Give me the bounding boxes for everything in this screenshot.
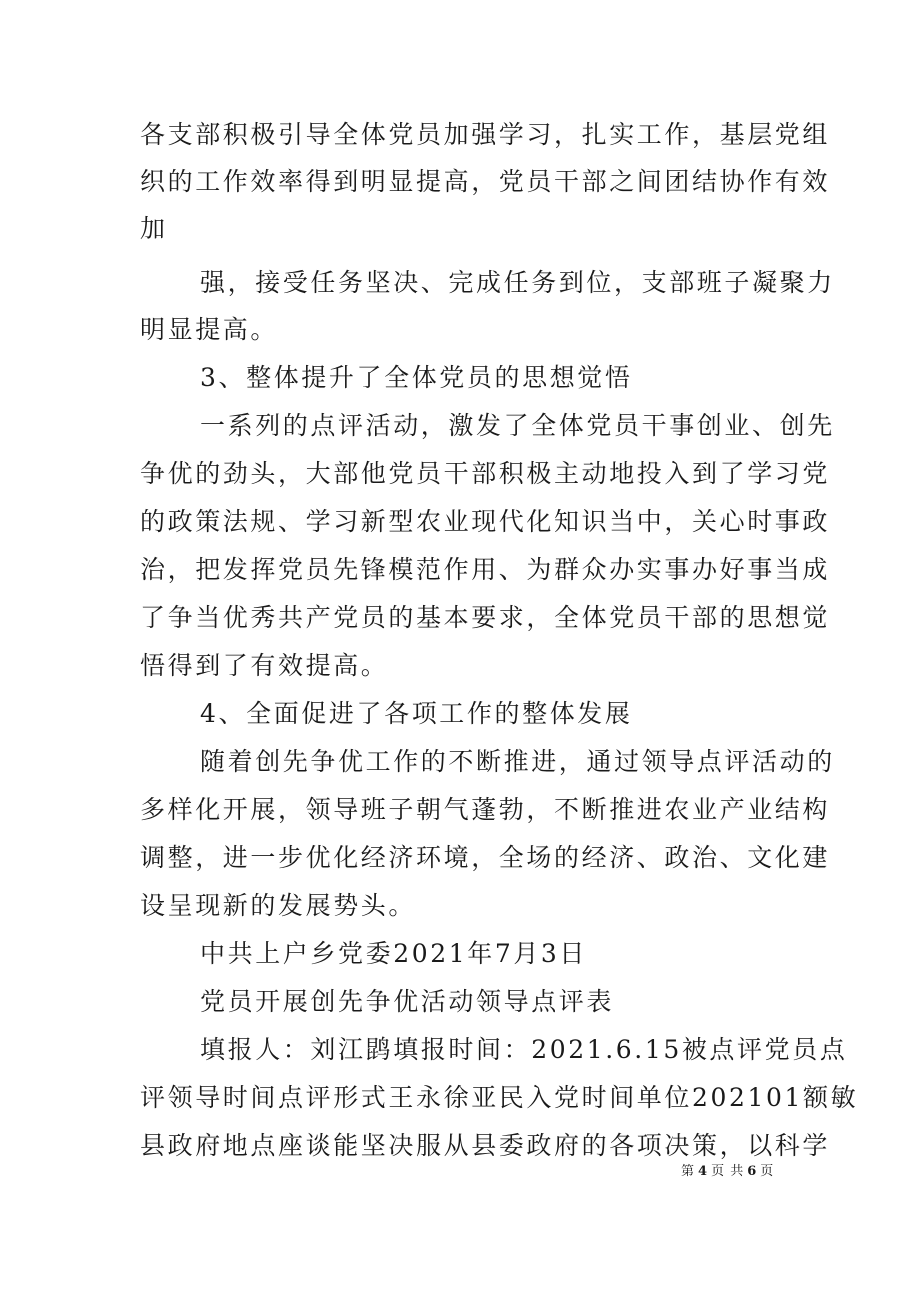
table-title: 党员开展创先争优活动领导点评表: [200, 987, 615, 1016]
paragraph-line: 争优的劲头，大部他党员干部积极主动地投入到了学习党: [140, 459, 831, 488]
paragraph-line: 悟得到了有效提高。: [140, 651, 389, 680]
signature-date-line: 中共上户乡党委2021年7月3日: [200, 939, 588, 968]
section-heading: 3、整体提升了全体党员的思想觉悟: [200, 363, 633, 392]
paragraph-line: 多样化开展，领导班子朝气蓬勃，不断推进农业产业结构: [140, 795, 831, 824]
footer-suffix: 页: [760, 1164, 775, 1179]
paragraph-line: 了争当优秀共产党员的基本要求，全体党员干部的思想觉: [140, 603, 831, 632]
paragraph-line: 各支部积极引导全体党员加强学习，扎实工作，基层党组: [140, 120, 831, 149]
page-number-footer: [681, 1164, 774, 1180]
paragraph-line: 县政府地点座谈能坚决服从县委政府的各项决策，以科学: [140, 1131, 831, 1160]
paragraph-line: 强，接受任务坚决、完成任务到位，支部班子凝聚力: [200, 268, 835, 297]
paragraph-line: 明显提高。: [140, 315, 279, 344]
paragraph-line: 的政策法规、学习新型农业现代化知识当中，关心时事政: [140, 507, 831, 536]
footer-middle: 页 共: [711, 1164, 745, 1179]
total-page-number: 6: [747, 1164, 758, 1179]
section-heading: 4、全面促进了各项工作的整体发展: [200, 699, 633, 728]
paragraph-line: 调整，进一步优化经济环境，全场的经济、政治、文化建: [140, 843, 831, 872]
footer-prefix: 第: [681, 1164, 696, 1179]
paragraph-line: 加: [140, 214, 168, 243]
paragraph-line: 设呈现新的发展势头。: [140, 891, 417, 920]
paragraph-line: 评领导时间点评形式王永徐亚民入党时间单位202101额敏: [140, 1083, 859, 1112]
current-page-number: 4: [698, 1164, 709, 1179]
paragraph-line: 一系列的点评活动，激发了全体党员干事创业、创先: [200, 411, 835, 440]
paragraph-line: 随着创先争优工作的不断推进，通过领导点评活动的: [200, 747, 835, 776]
paragraph-line: 填报人：刘江鹍填报时间：2021.6.15被点评党员点: [200, 1035, 848, 1064]
paragraph-line: 治，把发挥党员先锋模范作用、为群众办实事办好事当成: [140, 555, 831, 584]
paragraph-line: 织的工作效率得到明显提高，党员干部之间团结协作有效: [140, 167, 831, 196]
